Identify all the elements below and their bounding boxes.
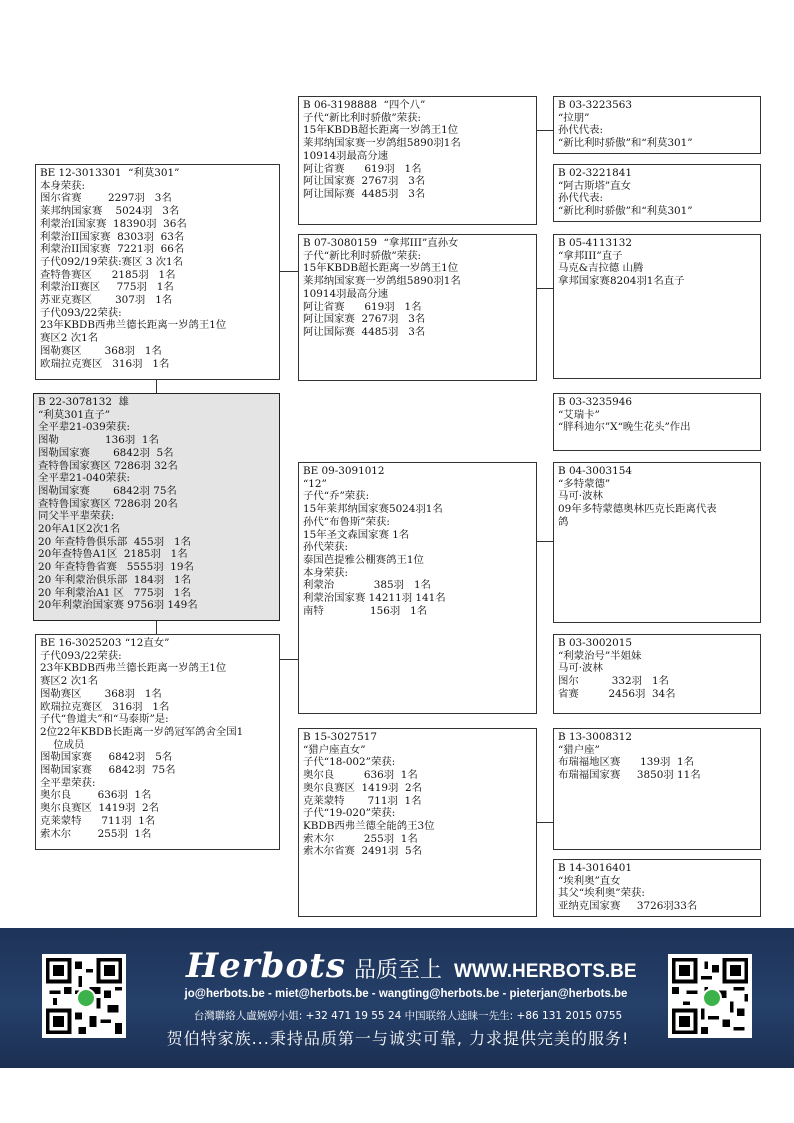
herbots-logo: Herbots — [186, 946, 346, 986]
brand-slogan: 品质至上 — [353, 958, 442, 983]
email-list[interactable]: jo@herbots.be - miet@herbots.be - wangting@herbots.be - pieterjan@herbots.be — [184, 988, 628, 1000]
tagline: 贺伯特家族...秉持品质第一与诚实可靠, 力求提供完美的服务! — [166, 1029, 630, 1048]
pedigree-dam-sire-box: BE 09-3091012 “12” 子代“乔”荣获: 15年莱邦纳国家赛5024羽1名 孙代“布鲁斯”荣获: 15年圣文森国家赛 1名 孙代荣获: 泰国芭提雅公棚赛鸽王1位 本身荣获: 利蒙治 385羽 1名 利蒙治国家赛 14211羽 141名 南特 156羽 1名 — [298, 462, 537, 714]
pedigree-g3-box-7: B 13-3008312 “猎户座” 布瑞福地区赛 139羽 1名 布瑞福国家赛 3850羽 11名 — [553, 728, 761, 850]
pedigree-g3-box-1: B 03-3223563 “拉朋” 孙代代表: “新比利时骄傲”和“利莫301” — [553, 96, 761, 154]
pedigree-sire-box: BE 12-3013301 “利莫301” 本身荣获: 图尔省赛 2297羽 3名 莱邦纳国家赛 5024羽 3名 利蒙治I国家赛 18390羽 36名 利蒙治II国家赛 8303羽 63名 利蒙治II国家赛 7221羽 66名 子代092/19荣获:赛区 3 次1名 查特鲁赛区 2185羽 1名 利蒙治II赛区 775羽 1名 苏亚克赛区 307羽 1名 子代093/22荣获: 23年KBDB西弗兰德长距离一岁鸽王1位 赛区2 次1名 图勒赛区 368羽 1名 欧瑞拉克赛区 316羽 1名 — [35, 164, 280, 380]
pedigree-dam-dam-box: B 15-3027517 “猎户座直女” 子代“18-002”荣获: 奥尔良 636羽 1名 奥尔良赛区 1419羽 2名 克莱蒙特 711羽 1名 子代“19-020”荣获: KBDB西弗兰德全能鸽王3位 索木尔 255羽 1名 索木尔省赛 2491羽 5名 — [298, 728, 537, 917]
connector-line — [156, 621, 157, 635]
connector-line — [280, 659, 298, 660]
qr-code-line-icon — [42, 954, 126, 1038]
pedigree-dam-box: BE 16-3025203 “12直女” 子代093/22荣获: 23年KBDB西弗兰德长距离一岁鸽王1位 赛区2 次1名 图勒赛区 368羽 1名 欧瑞拉克赛区 316羽 1名 子代“鲁道夫”和“马泰斯”是: 2位22年KBDB长距离一岁鸽冠军鸽舍全国1 位成员 图勒国家赛 6842羽 5名 图勒国家赛 6842羽 75名 全平辈荣获: 奥尔良 636羽 1名 奥尔良赛区 1419羽 2名 克莱蒙特 711羽 1名 索木尔 255羽 1名 — [35, 634, 280, 850]
pedigree-sire-dam-box: B 07-3080159 “拿邦III”直孙女 子代“新比利时骄傲”荣获: 15年KBDB超长距离一岁鸽王1位 莱邦纳国家赛一岁鸽组5890羽1名 10914羽最高分速 阿让省赛 619羽 1名 阿让国家赛 2767羽 3名 阿让国际赛 4485羽 3名 — [298, 234, 537, 381]
pedigree-g3-box-4: B 03-3235946 “艾瑞卡” “胖科迪尔”X“晚生花头”作出 — [553, 393, 761, 451]
connector-line — [156, 380, 157, 394]
pedigree-g3-box-6: B 03-3002015 “利蒙治号”半姐妹 马可·波林 图尔 332羽 1名 省赛 2456羽 34名 — [553, 634, 761, 714]
contact-numbers: 台灣聯絡人盧婉婷小姐: +32 471 19 55 24 中国联络人逵睐一先生: +86 131 2015 0755 — [193, 1010, 623, 1022]
brand-line — [186, 946, 637, 986]
connector-line — [537, 288, 553, 289]
website-link[interactable]: WWW.HERBOTS.BE — [453, 961, 637, 982]
connector-line — [537, 822, 553, 823]
pedigree-g3-box-2: B 02-3221841 “阿古斯塔”直女 孙代代表: “新比利时骄傲”和“利莫301” — [553, 164, 761, 222]
pedigree-subject-box: B 22-3078132 雄 “利莫301直子” 全平辈21-039荣获: 图勒 136羽 1名 图勒国家赛 6842羽 5名 查特鲁国家赛区 7286羽 32名 全平辈21-040荣获: 图勒国家赛 6842羽 75名 查特鲁国家赛区 7286羽 20名 同父半平辈荣获: 20年A1区2次1名 20 年查特鲁俱乐部 455羽 1名 20年查特鲁A1区 2185羽 1名 20 年查特鲁省赛 5555羽 19名 20 年利蒙治俱乐部 184羽 1名 20 年利蒙治A1 区 775羽 1名 20年利蒙治国家赛 9756羽 149名 — [33, 393, 280, 621]
connector-line — [537, 541, 553, 542]
connector-line — [280, 271, 298, 272]
connector-line — [537, 130, 553, 131]
pedigree-g3-box-8: B 14-3016401 “埃利奥”直女 其父“埃利奥”荣获: 亚纳克国家赛 3726羽33名 — [553, 859, 761, 917]
pedigree-g3-box-5: B 04-3003154 “多特蒙德” 马可·波林 09年多特蒙德奥林匹克长距离代表 鸽 — [553, 462, 761, 623]
footer-banner — [0, 928, 794, 1068]
pedigree-sire-sire-box: B 06-3198888 “四个八” 子代“新比利时骄傲”荣获: 15年KBDB超长距离一岁鸽王1位 莱邦纳国家赛一岁鸽组5890羽1名 10914羽最高分速 阿让省赛 619羽 1名 阿让国家赛 2767羽 3名 阿让国际赛 4485羽 3名 — [298, 96, 537, 225]
qr-code-wechat-icon — [668, 954, 752, 1038]
pedigree-g3-box-3: B 05-4113132 “拿邦III”直子 马克&吉拉德 山腾 拿邦国家赛8204羽1名直子 — [553, 234, 761, 379]
